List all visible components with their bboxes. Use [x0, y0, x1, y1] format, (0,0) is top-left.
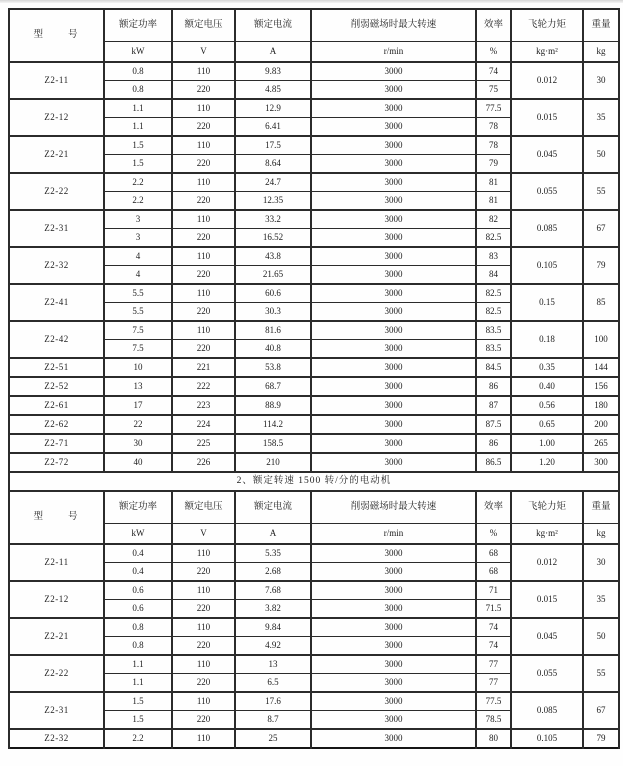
voltage-cell: 220 [172, 229, 235, 248]
weight-cell: 200 [583, 415, 619, 434]
efficiency-cell: 78.5 [476, 711, 511, 730]
table-row [9, 377, 619, 396]
efficiency-cell: 81 [476, 192, 511, 211]
current-cell: 9.83 [235, 62, 311, 81]
table-row [9, 692, 619, 711]
weight-cell: 50 [583, 136, 619, 173]
unit-header-3: r/min [311, 42, 476, 63]
flywheel-cell: 0.055 [511, 173, 583, 210]
speed-cell: 3000 [311, 674, 476, 693]
current-cell: 9.84 [235, 618, 311, 637]
efficiency-cell: 77 [476, 655, 511, 674]
col-header-0: 额定功率 [104, 491, 172, 524]
voltage-cell: 220 [172, 81, 235, 100]
col-header-3: 削弱磁场时最大转速 [311, 9, 476, 42]
speed-cell: 3000 [311, 563, 476, 582]
model-cell: Z2-72 [9, 453, 104, 472]
model-cell: Z2-31 [9, 210, 104, 247]
power-cell: 2.2 [104, 192, 172, 211]
model-cell: Z2-32 [9, 247, 104, 284]
efficiency-cell: 77 [476, 674, 511, 693]
flywheel-cell: 0.15 [511, 284, 583, 321]
voltage-cell: 222 [172, 377, 235, 396]
efficiency-cell: 86 [476, 434, 511, 453]
current-cell: 4.92 [235, 637, 311, 656]
voltage-cell: 220 [172, 155, 235, 174]
voltage-cell: 110 [172, 210, 235, 229]
flywheel-cell: 0.085 [511, 692, 583, 729]
speed-cell: 3000 [311, 340, 476, 359]
power-cell: 0.8 [104, 62, 172, 81]
col-header-4: 效率 [476, 9, 511, 42]
table-row [9, 729, 619, 748]
voltage-cell: 225 [172, 434, 235, 453]
flywheel-cell: 0.56 [511, 396, 583, 415]
unit-header-5: kg·m² [511, 42, 583, 63]
speed-cell: 3000 [311, 581, 476, 600]
header-label-row [9, 491, 619, 524]
voltage-cell: 110 [172, 655, 235, 674]
table-row [9, 284, 619, 303]
unit-header-2: A [235, 524, 311, 545]
col-header-2: 额定电流 [235, 9, 311, 42]
speed-cell: 3000 [311, 434, 476, 453]
power-cell: 22 [104, 415, 172, 434]
current-cell: 8.7 [235, 711, 311, 730]
table-row [9, 453, 619, 472]
model-column-header: 型 号 [9, 491, 104, 544]
speed-cell: 3000 [311, 81, 476, 100]
col-header-6: 重量 [583, 9, 619, 42]
flywheel-cell: 0.085 [511, 210, 583, 247]
weight-cell: 79 [583, 247, 619, 284]
model-cell: Z2-21 [9, 136, 104, 173]
speed-cell: 3000 [311, 711, 476, 730]
flywheel-cell: 0.015 [511, 99, 583, 136]
header-label-row [9, 9, 619, 42]
voltage-cell: 110 [172, 62, 235, 81]
current-cell: 4.85 [235, 81, 311, 100]
table-row [9, 434, 619, 453]
scan-edge-artifact [0, 0, 623, 3]
efficiency-cell: 86 [476, 377, 511, 396]
model-cell: Z2-31 [9, 692, 104, 729]
speed-cell: 3000 [311, 655, 476, 674]
power-cell: 30 [104, 434, 172, 453]
current-cell: 210 [235, 453, 311, 472]
speed-cell: 3000 [311, 284, 476, 303]
power-cell: 7.5 [104, 340, 172, 359]
unit-header-0: kW [104, 524, 172, 545]
current-cell: 88.9 [235, 396, 311, 415]
voltage-cell: 110 [172, 321, 235, 340]
power-cell: 4 [104, 247, 172, 266]
power-cell: 0.6 [104, 600, 172, 619]
speed-cell: 3000 [311, 544, 476, 563]
efficiency-cell: 81 [476, 173, 511, 192]
current-cell: 21.65 [235, 266, 311, 285]
efficiency-cell: 68 [476, 563, 511, 582]
current-cell: 33.2 [235, 210, 311, 229]
speed-cell: 3000 [311, 637, 476, 656]
model-cell: Z2-52 [9, 377, 104, 396]
power-cell: 5.5 [104, 284, 172, 303]
weight-cell: 144 [583, 358, 619, 377]
efficiency-cell: 77.5 [476, 692, 511, 711]
efficiency-cell: 87.5 [476, 415, 511, 434]
efficiency-cell: 68 [476, 544, 511, 563]
efficiency-cell: 84 [476, 266, 511, 285]
table-row [9, 321, 619, 340]
efficiency-cell: 84.5 [476, 358, 511, 377]
voltage-cell: 220 [172, 340, 235, 359]
efficiency-cell: 87 [476, 396, 511, 415]
power-cell: 1.1 [104, 674, 172, 693]
power-cell: 0.8 [104, 618, 172, 637]
col-header-6: 重量 [583, 491, 619, 524]
efficiency-cell: 82 [476, 210, 511, 229]
model-cell: Z2-21 [9, 618, 104, 655]
speed-cell: 3000 [311, 118, 476, 137]
model-cell: Z2-11 [9, 544, 104, 581]
weight-cell: 30 [583, 62, 619, 99]
table-row [9, 358, 619, 377]
weight-cell: 265 [583, 434, 619, 453]
efficiency-cell: 75 [476, 81, 511, 100]
voltage-cell: 110 [172, 544, 235, 563]
current-cell: 53.8 [235, 358, 311, 377]
model-cell: Z2-41 [9, 284, 104, 321]
weight-cell: 300 [583, 453, 619, 472]
voltage-cell: 221 [172, 358, 235, 377]
col-header-2: 额定电流 [235, 491, 311, 524]
motor-spec-table [8, 8, 620, 749]
power-cell: 1.1 [104, 655, 172, 674]
table-row [9, 173, 619, 192]
power-cell: 4 [104, 266, 172, 285]
current-cell: 43.8 [235, 247, 311, 266]
speed-cell: 3000 [311, 321, 476, 340]
voltage-cell: 110 [172, 173, 235, 192]
voltage-cell: 110 [172, 136, 235, 155]
voltage-cell: 223 [172, 396, 235, 415]
model-cell: Z2-71 [9, 434, 104, 453]
current-cell: 12.35 [235, 192, 311, 211]
current-cell: 24.7 [235, 173, 311, 192]
current-cell: 17.5 [235, 136, 311, 155]
table-row [9, 136, 619, 155]
efficiency-cell: 74 [476, 62, 511, 81]
efficiency-cell: 74 [476, 618, 511, 637]
voltage-cell: 220 [172, 674, 235, 693]
col-header-1: 额定电压 [172, 491, 235, 524]
table-row [9, 544, 619, 563]
efficiency-cell: 79 [476, 155, 511, 174]
unit-header-6: kg [583, 524, 619, 545]
power-cell: 3 [104, 210, 172, 229]
efficiency-cell: 74 [476, 637, 511, 656]
efficiency-cell: 71.5 [476, 600, 511, 619]
current-cell: 17.6 [235, 692, 311, 711]
power-cell: 2.2 [104, 173, 172, 192]
current-cell: 60.6 [235, 284, 311, 303]
unit-header-4: % [476, 42, 511, 63]
power-cell: 1.5 [104, 711, 172, 730]
flywheel-cell: 0.65 [511, 415, 583, 434]
efficiency-cell: 82.5 [476, 229, 511, 248]
speed-cell: 3000 [311, 210, 476, 229]
weight-cell: 79 [583, 729, 619, 748]
flywheel-cell: 0.045 [511, 136, 583, 173]
speed-cell: 3000 [311, 99, 476, 118]
model-cell: Z2-11 [9, 62, 104, 99]
power-cell: 0.8 [104, 637, 172, 656]
flywheel-cell: 0.35 [511, 358, 583, 377]
speed-cell: 3000 [311, 453, 476, 472]
current-cell: 12.9 [235, 99, 311, 118]
power-cell: 0.6 [104, 581, 172, 600]
col-header-5: 飞轮力矩 [511, 491, 583, 524]
voltage-cell: 220 [172, 118, 235, 137]
current-cell: 7.68 [235, 581, 311, 600]
voltage-cell: 220 [172, 711, 235, 730]
model-cell: Z2-62 [9, 415, 104, 434]
efficiency-cell: 78 [476, 136, 511, 155]
current-cell: 30.3 [235, 303, 311, 322]
voltage-cell: 110 [172, 284, 235, 303]
flywheel-cell: 0.40 [511, 377, 583, 396]
voltage-cell: 110 [172, 618, 235, 637]
col-header-1: 额定电压 [172, 9, 235, 42]
current-cell: 2.68 [235, 563, 311, 582]
efficiency-cell: 83 [476, 247, 511, 266]
table-row [9, 247, 619, 266]
flywheel-cell: 0.105 [511, 247, 583, 284]
model-cell: Z2-22 [9, 173, 104, 210]
efficiency-cell: 71 [476, 581, 511, 600]
weight-cell: 156 [583, 377, 619, 396]
current-cell: 13 [235, 655, 311, 674]
weight-cell: 100 [583, 321, 619, 358]
weight-cell: 67 [583, 210, 619, 247]
table-row [9, 655, 619, 674]
unit-header-1: V [172, 42, 235, 63]
efficiency-cell: 82.5 [476, 284, 511, 303]
speed-cell: 3000 [311, 600, 476, 619]
model-cell: Z2-32 [9, 729, 104, 748]
current-cell: 3.82 [235, 600, 311, 619]
current-cell: 158.5 [235, 434, 311, 453]
power-cell: 40 [104, 453, 172, 472]
speed-cell: 3000 [311, 173, 476, 192]
power-cell: 1.5 [104, 136, 172, 155]
weight-cell: 35 [583, 581, 619, 618]
speed-cell: 3000 [311, 729, 476, 748]
current-cell: 81.6 [235, 321, 311, 340]
voltage-cell: 226 [172, 453, 235, 472]
section-title: 2、额定转速 1500 转/分的电动机 [9, 472, 619, 491]
speed-cell: 3000 [311, 358, 476, 377]
voltage-cell: 224 [172, 415, 235, 434]
voltage-cell: 220 [172, 266, 235, 285]
voltage-cell: 220 [172, 637, 235, 656]
power-cell: 1.5 [104, 155, 172, 174]
current-cell: 40.8 [235, 340, 311, 359]
power-cell: 1.1 [104, 118, 172, 137]
weight-cell: 50 [583, 618, 619, 655]
speed-cell: 3000 [311, 192, 476, 211]
voltage-cell: 110 [172, 581, 235, 600]
speed-cell: 3000 [311, 303, 476, 322]
flywheel-cell: 0.012 [511, 62, 583, 99]
table-row [9, 581, 619, 600]
weight-cell: 55 [583, 655, 619, 692]
power-cell: 13 [104, 377, 172, 396]
speed-cell: 3000 [311, 396, 476, 415]
table-row [9, 618, 619, 637]
flywheel-cell: 0.015 [511, 581, 583, 618]
power-cell: 10 [104, 358, 172, 377]
voltage-cell: 110 [172, 247, 235, 266]
unit-header-6: kg [583, 42, 619, 63]
power-cell: 1.5 [104, 692, 172, 711]
flywheel-cell: 1.20 [511, 453, 583, 472]
current-cell: 25 [235, 729, 311, 748]
col-header-4: 效率 [476, 491, 511, 524]
speed-cell: 3000 [311, 266, 476, 285]
unit-header-4: % [476, 524, 511, 545]
power-cell: 1.1 [104, 99, 172, 118]
flywheel-cell: 0.055 [511, 655, 583, 692]
efficiency-cell: 83.5 [476, 340, 511, 359]
voltage-cell: 110 [172, 99, 235, 118]
weight-cell: 67 [583, 692, 619, 729]
speed-cell: 3000 [311, 155, 476, 174]
unit-header-0: kW [104, 42, 172, 63]
voltage-cell: 110 [172, 692, 235, 711]
speed-cell: 3000 [311, 692, 476, 711]
unit-header-5: kg·m² [511, 524, 583, 545]
weight-cell: 30 [583, 544, 619, 581]
efficiency-cell: 77.5 [476, 99, 511, 118]
col-header-0: 额定功率 [104, 9, 172, 42]
speed-cell: 3000 [311, 229, 476, 248]
col-header-5: 飞轮力矩 [511, 9, 583, 42]
efficiency-cell: 80 [476, 729, 511, 748]
voltage-cell: 220 [172, 303, 235, 322]
unit-header-2: A [235, 42, 311, 63]
flywheel-cell: 0.18 [511, 321, 583, 358]
efficiency-cell: 82.5 [476, 303, 511, 322]
speed-cell: 3000 [311, 247, 476, 266]
weight-cell: 85 [583, 284, 619, 321]
power-cell: 17 [104, 396, 172, 415]
current-cell: 6.5 [235, 674, 311, 693]
flywheel-cell: 1.00 [511, 434, 583, 453]
table-row [9, 396, 619, 415]
efficiency-cell: 78 [476, 118, 511, 137]
model-cell: Z2-22 [9, 655, 104, 692]
power-cell: 5.5 [104, 303, 172, 322]
flywheel-cell: 0.012 [511, 544, 583, 581]
power-cell: 3 [104, 229, 172, 248]
model-column-header: 型 号 [9, 9, 104, 62]
flywheel-cell: 0.105 [511, 729, 583, 748]
speed-cell: 3000 [311, 62, 476, 81]
weight-cell: 35 [583, 99, 619, 136]
current-cell: 114.2 [235, 415, 311, 434]
table-row [9, 99, 619, 118]
section-title-row [9, 472, 619, 491]
speed-cell: 3000 [311, 377, 476, 396]
table-row [9, 62, 619, 81]
voltage-cell: 110 [172, 729, 235, 748]
voltage-cell: 220 [172, 563, 235, 582]
weight-cell: 180 [583, 396, 619, 415]
power-cell: 0.4 [104, 544, 172, 563]
current-cell: 6.41 [235, 118, 311, 137]
efficiency-cell: 83.5 [476, 321, 511, 340]
table-row [9, 210, 619, 229]
voltage-cell: 220 [172, 600, 235, 619]
voltage-cell: 220 [172, 192, 235, 211]
speed-cell: 3000 [311, 415, 476, 434]
weight-cell: 55 [583, 173, 619, 210]
power-cell: 7.5 [104, 321, 172, 340]
current-cell: 16.52 [235, 229, 311, 248]
spec-table-body [9, 9, 619, 748]
power-cell: 0.4 [104, 563, 172, 582]
col-header-3: 削弱磁场时最大转速 [311, 491, 476, 524]
unit-header-3: r/min [311, 524, 476, 545]
power-cell: 2.2 [104, 729, 172, 748]
power-cell: 0.8 [104, 81, 172, 100]
model-cell: Z2-12 [9, 581, 104, 618]
model-cell: Z2-42 [9, 321, 104, 358]
model-cell: Z2-12 [9, 99, 104, 136]
unit-header-1: V [172, 524, 235, 545]
current-cell: 5.35 [235, 544, 311, 563]
efficiency-cell: 86.5 [476, 453, 511, 472]
flywheel-cell: 0.045 [511, 618, 583, 655]
model-cell: Z2-51 [9, 358, 104, 377]
table-row [9, 415, 619, 434]
model-cell: Z2-61 [9, 396, 104, 415]
current-cell: 68.7 [235, 377, 311, 396]
speed-cell: 3000 [311, 618, 476, 637]
speed-cell: 3000 [311, 136, 476, 155]
current-cell: 8.64 [235, 155, 311, 174]
